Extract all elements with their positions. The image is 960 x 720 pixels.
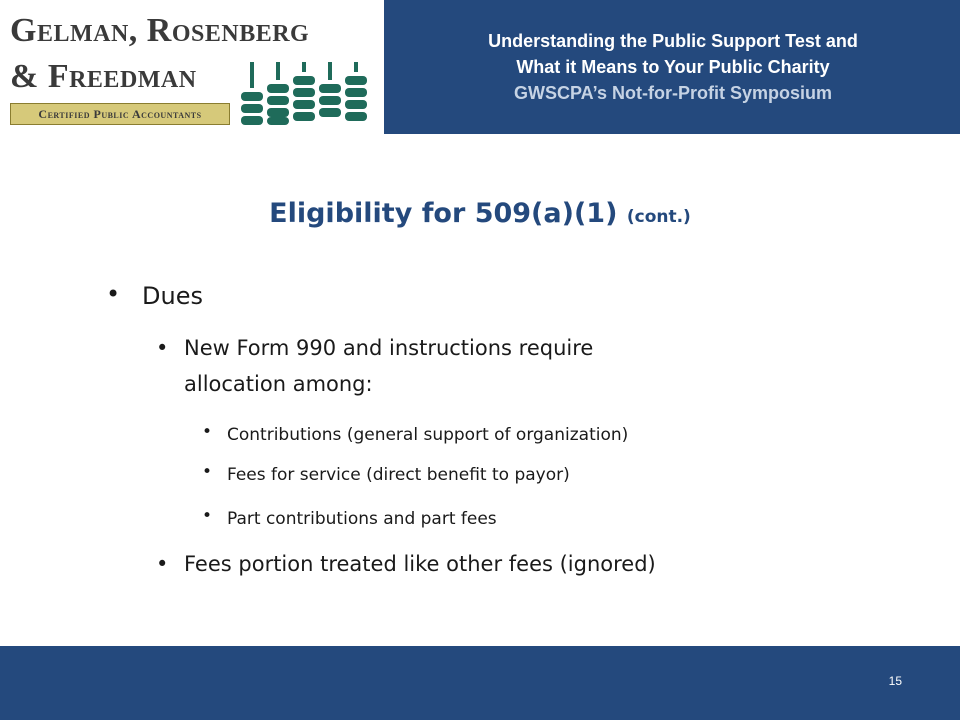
event-name: GWSCPA’s Not-for-Profit Symposium [513,83,832,103]
bullet-dot-icon: • [156,336,169,360]
bullet-fees-portion: Fees portion treated like other fees (ignored) [184,552,656,576]
logo-name-line1: Gelman, Rosenberg [10,12,310,49]
page-number: 15 [888,674,902,688]
bullet-dot-icon: • [156,552,169,576]
bullet-dues: Dues [142,282,203,310]
slide-title-main: Eligibility for 509(a)(1) [269,198,618,229]
logo-name-line2: & Freedman [10,58,197,95]
presentation-title-panel [386,0,960,134]
bullet-new-form-990-cont: allocation among: [184,372,373,396]
bullet-dot-icon: • [202,462,213,482]
bullet-dot-icon: • [202,506,213,526]
header [0,0,960,134]
bullet-part-contributions: Part contributions and part fees [227,509,497,529]
logo-tagline: Certified Public Accountants [10,103,230,125]
bullet-dot-icon: • [202,422,213,442]
presentation-title-line1: Understanding the Public Support Test and [488,31,858,51]
bullet-dot-icon: • [106,280,121,308]
bullet-new-form-990: New Form 990 and instructions require [184,336,594,360]
firm-logo [0,0,386,134]
abacus-icon [238,62,378,126]
bullet-fees-for-service: Fees for service (direct benefit to payor) [227,465,570,485]
bullet-contributions: Contributions (general support of organization) [227,425,629,445]
slide-title [0,198,960,229]
slide-title-suffix: (cont.) [626,207,691,227]
footer-bar [0,646,960,720]
presentation-title-line2: What it Means to Your Public Charity [516,57,830,77]
